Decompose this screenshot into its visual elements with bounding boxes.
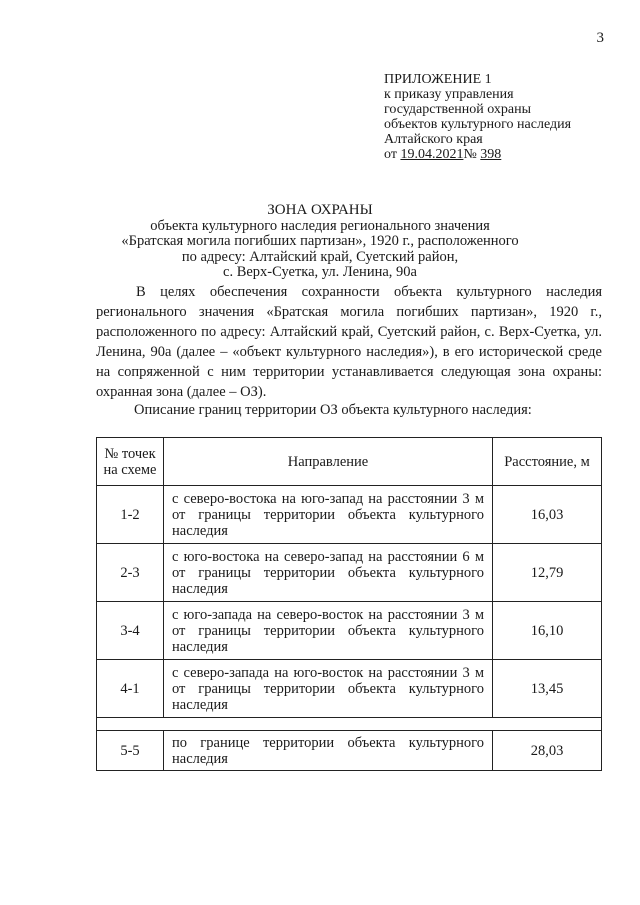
appendix-line: к приказу управления <box>384 87 514 102</box>
table-row <box>97 544 602 602</box>
table-caption: Описание границ территории ОЗ объекта культурного наследия: <box>134 402 532 418</box>
zone-subtitle-line: «Братская могила погибших партизан», 1920 г., расположенного <box>121 233 519 249</box>
zone-subtitle-line: объекта культурного наследия регионального значения <box>150 217 490 234</box>
cell-points: 2-3 <box>97 544 164 602</box>
appendix-line: Алтайского края <box>384 132 483 147</box>
header-direction: Направление <box>164 438 493 486</box>
cell-distance: 12,79 <box>493 544 602 602</box>
appendix-line: государственной охраны <box>384 102 532 117</box>
table-row <box>97 731 602 771</box>
cell-direction: с юго-запада на северо-восток на расстоянии 3 м от границы территории объекта культурного наследия <box>164 602 493 660</box>
header-distance: Расстояние, м <box>493 438 602 486</box>
cell-points: 5-5 <box>97 731 164 771</box>
cell-points: 4-1 <box>97 660 164 718</box>
zone-title: ЗОНА ОХРАНЫ <box>267 202 373 218</box>
table-spacer-row <box>97 718 602 731</box>
cell-direction: с юго-востока на северо-запад на расстоянии 6 м от границы территории объекта культурного наследия <box>164 544 493 602</box>
cell-distance: 16,03 <box>493 486 602 544</box>
zone-subtitle-line: с. Верх-Суетка, ул. Ленина, 90а <box>223 264 417 280</box>
appendix-header <box>384 72 571 162</box>
cell-direction: по границе территории объекта культурного наследия <box>164 731 493 771</box>
zone-subtitle-line: по адресу: Алтайский край, Суетский район, <box>181 248 459 265</box>
spacer-cell <box>97 718 602 731</box>
table-row <box>97 602 602 660</box>
cell-distance: 16,10 <box>493 602 602 660</box>
cell-distance: 13,45 <box>493 660 602 718</box>
appendix-line: объектов культурного наследия <box>384 117 572 132</box>
number-sign: № <box>463 147 477 162</box>
order-number: 398 <box>480 147 502 162</box>
page-number: 3 <box>596 30 604 46</box>
zone-heading <box>0 203 640 281</box>
cell-distance: 28,03 <box>493 731 602 771</box>
cell-points: 3-4 <box>97 602 164 660</box>
appendix-title: ПРИЛОЖЕНИЕ 1 <box>384 72 492 87</box>
table-row <box>97 486 602 544</box>
body-paragraph: В целях обеспечения сохранности объекта культурного наследия регионального значения «Братская могила погибших партизан», 1920 г., расположенного по адресу: Алтайский край, Суетский район, с. Верх-Суетка, ул. Ленина, 90а (далее – «объект культурного наследия»), в его исторической среде на сопряженной с ним территории устанавливается следующая зона охраны: охранная зона (далее – ОЗ). <box>96 284 602 400</box>
date-prefix: от <box>384 147 397 162</box>
cell-direction: с северо-запада на юго-восток на расстоянии 3 м от границы территории объекта культурного наследия <box>164 660 493 718</box>
table-row <box>97 660 602 718</box>
boundary-table <box>96 437 602 771</box>
cell-direction: с северо-востока на юго-запад на расстоянии 3 м от границы территории объекта культурного наследия <box>164 486 493 544</box>
appendix-date-line <box>384 147 571 162</box>
cell-points: 1-2 <box>97 486 164 544</box>
header-points: № точек на схеме <box>97 438 164 486</box>
order-date: 19.04.2021 <box>400 147 464 162</box>
table-header-row <box>97 438 602 486</box>
